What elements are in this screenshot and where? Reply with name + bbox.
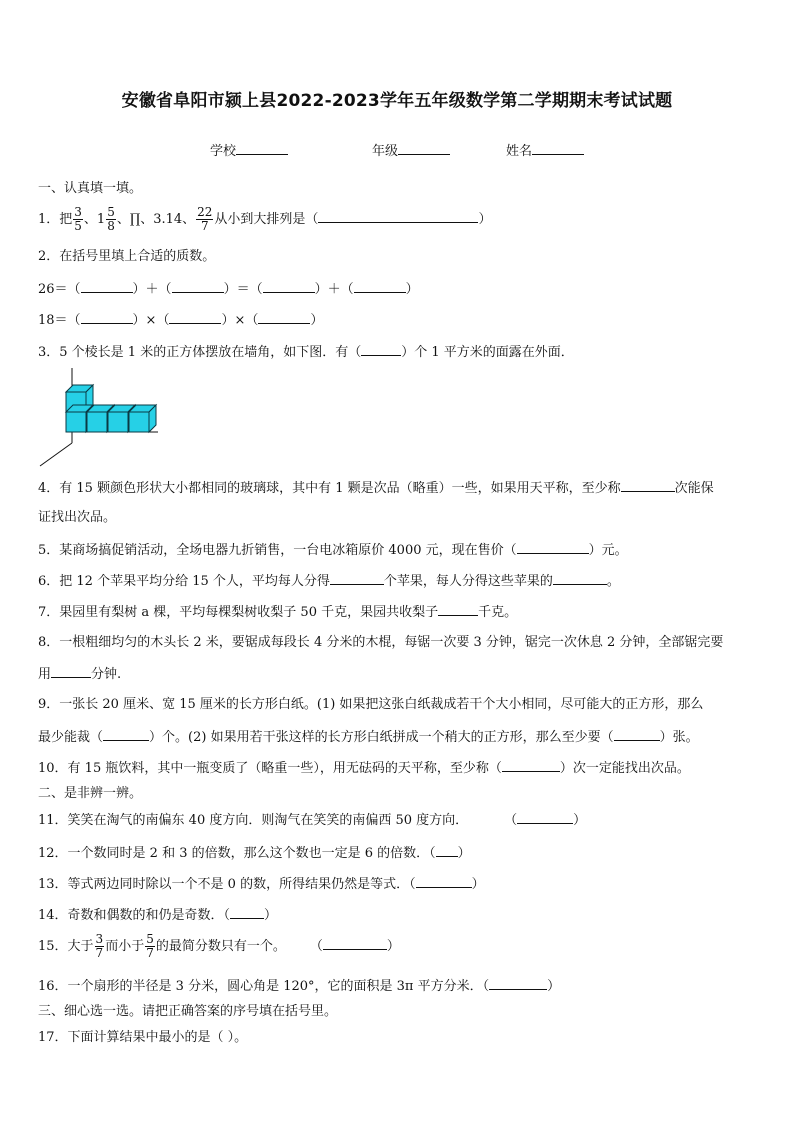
question-6: 6．把 12 个苹果平均分给 15 个人，平均每人分得 个苹果，每人分得这些苹果的 。 <box>38 571 620 591</box>
q5-answer-blank[interactable] <box>517 540 589 554</box>
q9-answer-blank-2[interactable] <box>614 727 660 741</box>
q12-answer-blank[interactable] <box>436 843 458 857</box>
q2-blank[interactable] <box>354 279 406 293</box>
question-14: 14．奇数和偶数的和仍是奇数．（ ） <box>38 905 277 925</box>
question-2-row-2: 18＝（ ）×（ ）×（ ） <box>38 310 323 330</box>
q2-blank[interactable] <box>81 279 133 293</box>
question-2: 2．在括号里填上合适的质数。 <box>38 249 216 264</box>
q16-answer-blank[interactable] <box>489 976 547 990</box>
question-8-line-2: 用 分钟. <box>38 664 121 684</box>
q14-answer-blank[interactable] <box>230 905 264 919</box>
school-blank[interactable] <box>236 141 288 155</box>
grade-label: 年级 <box>372 144 399 159</box>
question-9-line-1: 9．一张长 20 厘米、宽 15 厘米的长方形白纸。(1) 如果把这张白纸裁成若干个大小相同，尽可能大的正方形，那么 <box>38 697 704 712</box>
grade-field <box>372 140 450 159</box>
q2-blank[interactable] <box>258 310 310 324</box>
q1-answer-blank[interactable] <box>318 209 478 223</box>
school-label: 学校 <box>210 144 237 159</box>
question-5: 5．某商场搞促销活动，全场电器九折销售，一台电冰箱原价 4000 元，现在售价（ ）元。 <box>38 540 628 560</box>
q8-answer-blank[interactable] <box>51 664 91 678</box>
q6-answer-blank-2[interactable] <box>553 571 607 585</box>
question-15: 15．大于 $\frac{3}{7}$ 而小于 $\frac{5}{7}$ 的最简分数只有一个。 （ ） <box>38 932 400 960</box>
q2-blank[interactable] <box>81 310 133 324</box>
q1-text-c: 、∏、3.14、 <box>116 212 196 227</box>
q15-answer-blank[interactable] <box>323 936 387 950</box>
unit-cube <box>129 405 156 432</box>
question-9-line-2: 最少能裁（ ）个。(2) 如果用若干张这样的长方形白纸拼成一个稍大的正方形，那么至少要（ ）张。 <box>38 727 699 747</box>
fraction-22-7: $\frac{22}{7}$ <box>197 205 213 233</box>
q1-text-a: 1．把 <box>38 212 73 227</box>
cube-corner-figure <box>36 368 166 468</box>
q10-answer-blank[interactable] <box>502 758 560 772</box>
question-10: 10．有 15 瓶饮料，其中一瓶变质了（略重一些），用无砝码的天平称，至少称（ ）次一定能找出次品。 <box>38 758 690 778</box>
q6-answer-blank-1[interactable] <box>330 571 384 585</box>
question-2-row-1: 26＝（ ）＋（ ）＝（ ）＋（ ） <box>38 279 419 299</box>
section-1-heading: 一、认真填一填。 <box>38 181 143 196</box>
question-4-line-1: 4．有 15 颗颜色形状大小都相同的玻璃球，其中有 1 颗是次品（略重）一些，如果用天平称，至少称 次能保 <box>38 478 714 498</box>
question-16: 16．一个扇形的半径是 3 分米，圆心角是 120°，它的面积是 3π 平方分米．（ ） <box>38 976 560 996</box>
question-1: 1．把 $\frac{3}{5}$ 、1 $\frac{5}{8}$ 、∏、3.14、 $\frac{22}{7}$ 从小到大排列是（ ） <box>38 205 492 233</box>
section-3-heading: 三、细心选一选。请把正确答案的序号填在括号里。 <box>38 1004 338 1019</box>
grade-blank[interactable] <box>398 141 450 155</box>
q2-blank[interactable] <box>172 279 224 293</box>
page-title: 安徽省阜阳市颍上县2022-2023学年五年级数学第二学期期末考试试题 <box>121 91 673 111</box>
fraction-3-7: $\frac{3}{7}$ <box>95 932 104 960</box>
question-11: 11．笑笑在淘气的南偏东 40 度方向．则淘气在笑笑的南偏西 50 度方向． （ ） <box>38 810 586 830</box>
q1-text-b: 、1 <box>83 212 106 227</box>
question-12: 12．一个数同时是 2 和 3 的倍数，那么这个数也一定是 6 的倍数．（ ） <box>38 843 471 863</box>
question-8-line-1: 8．一根粗细均匀的木头长 2 米，要锯成每段长 4 分米的木棍，每锯一次要 3 分钟，锯完一次休息 2 分钟，全部锯完要 <box>38 635 724 650</box>
name-label: 姓名 <box>506 144 533 159</box>
question-3: 3．5 个棱长是 1 米的正方体摆放在墙角，如下图．有（ ）个 1 平方米的面露在外面． <box>38 342 574 362</box>
q2-blank[interactable] <box>169 310 221 324</box>
q7-answer-blank[interactable] <box>438 602 478 616</box>
question-4-line-2: 证找出次品。 <box>38 510 117 525</box>
q1-text-d: 从小到大排列是（ <box>214 212 319 227</box>
fraction-5-7: $\frac{5}{7}$ <box>146 932 154 960</box>
question-13: 13．等式两边同时除以一个不是 0 的数，所得结果仍然是等式．（ ） <box>38 874 485 894</box>
section-2-heading: 二、是非辨一辨。 <box>38 786 143 801</box>
fraction-5-8: $\frac{5}{8}$ <box>107 205 115 233</box>
cubes <box>66 385 156 432</box>
q2-blank[interactable] <box>263 279 315 293</box>
question-7: 7．果园里有梨树 a 棵，平均每棵梨树收梨子 50 千克，果园共收梨子 千克。 <box>38 602 517 622</box>
fraction-3-5: $\frac{3}{5}$ <box>74 205 82 233</box>
q11-answer-blank[interactable] <box>517 810 573 824</box>
question-17: 17．下面计算结果中最小的是（ ）。 <box>38 1030 248 1045</box>
q4-answer-blank[interactable] <box>621 478 675 492</box>
name-field <box>506 140 584 159</box>
q13-answer-blank[interactable] <box>416 874 472 888</box>
q3-answer-blank[interactable] <box>361 342 401 356</box>
school-field <box>210 140 288 159</box>
q9-answer-blank-1[interactable] <box>103 727 149 741</box>
name-blank[interactable] <box>532 141 584 155</box>
